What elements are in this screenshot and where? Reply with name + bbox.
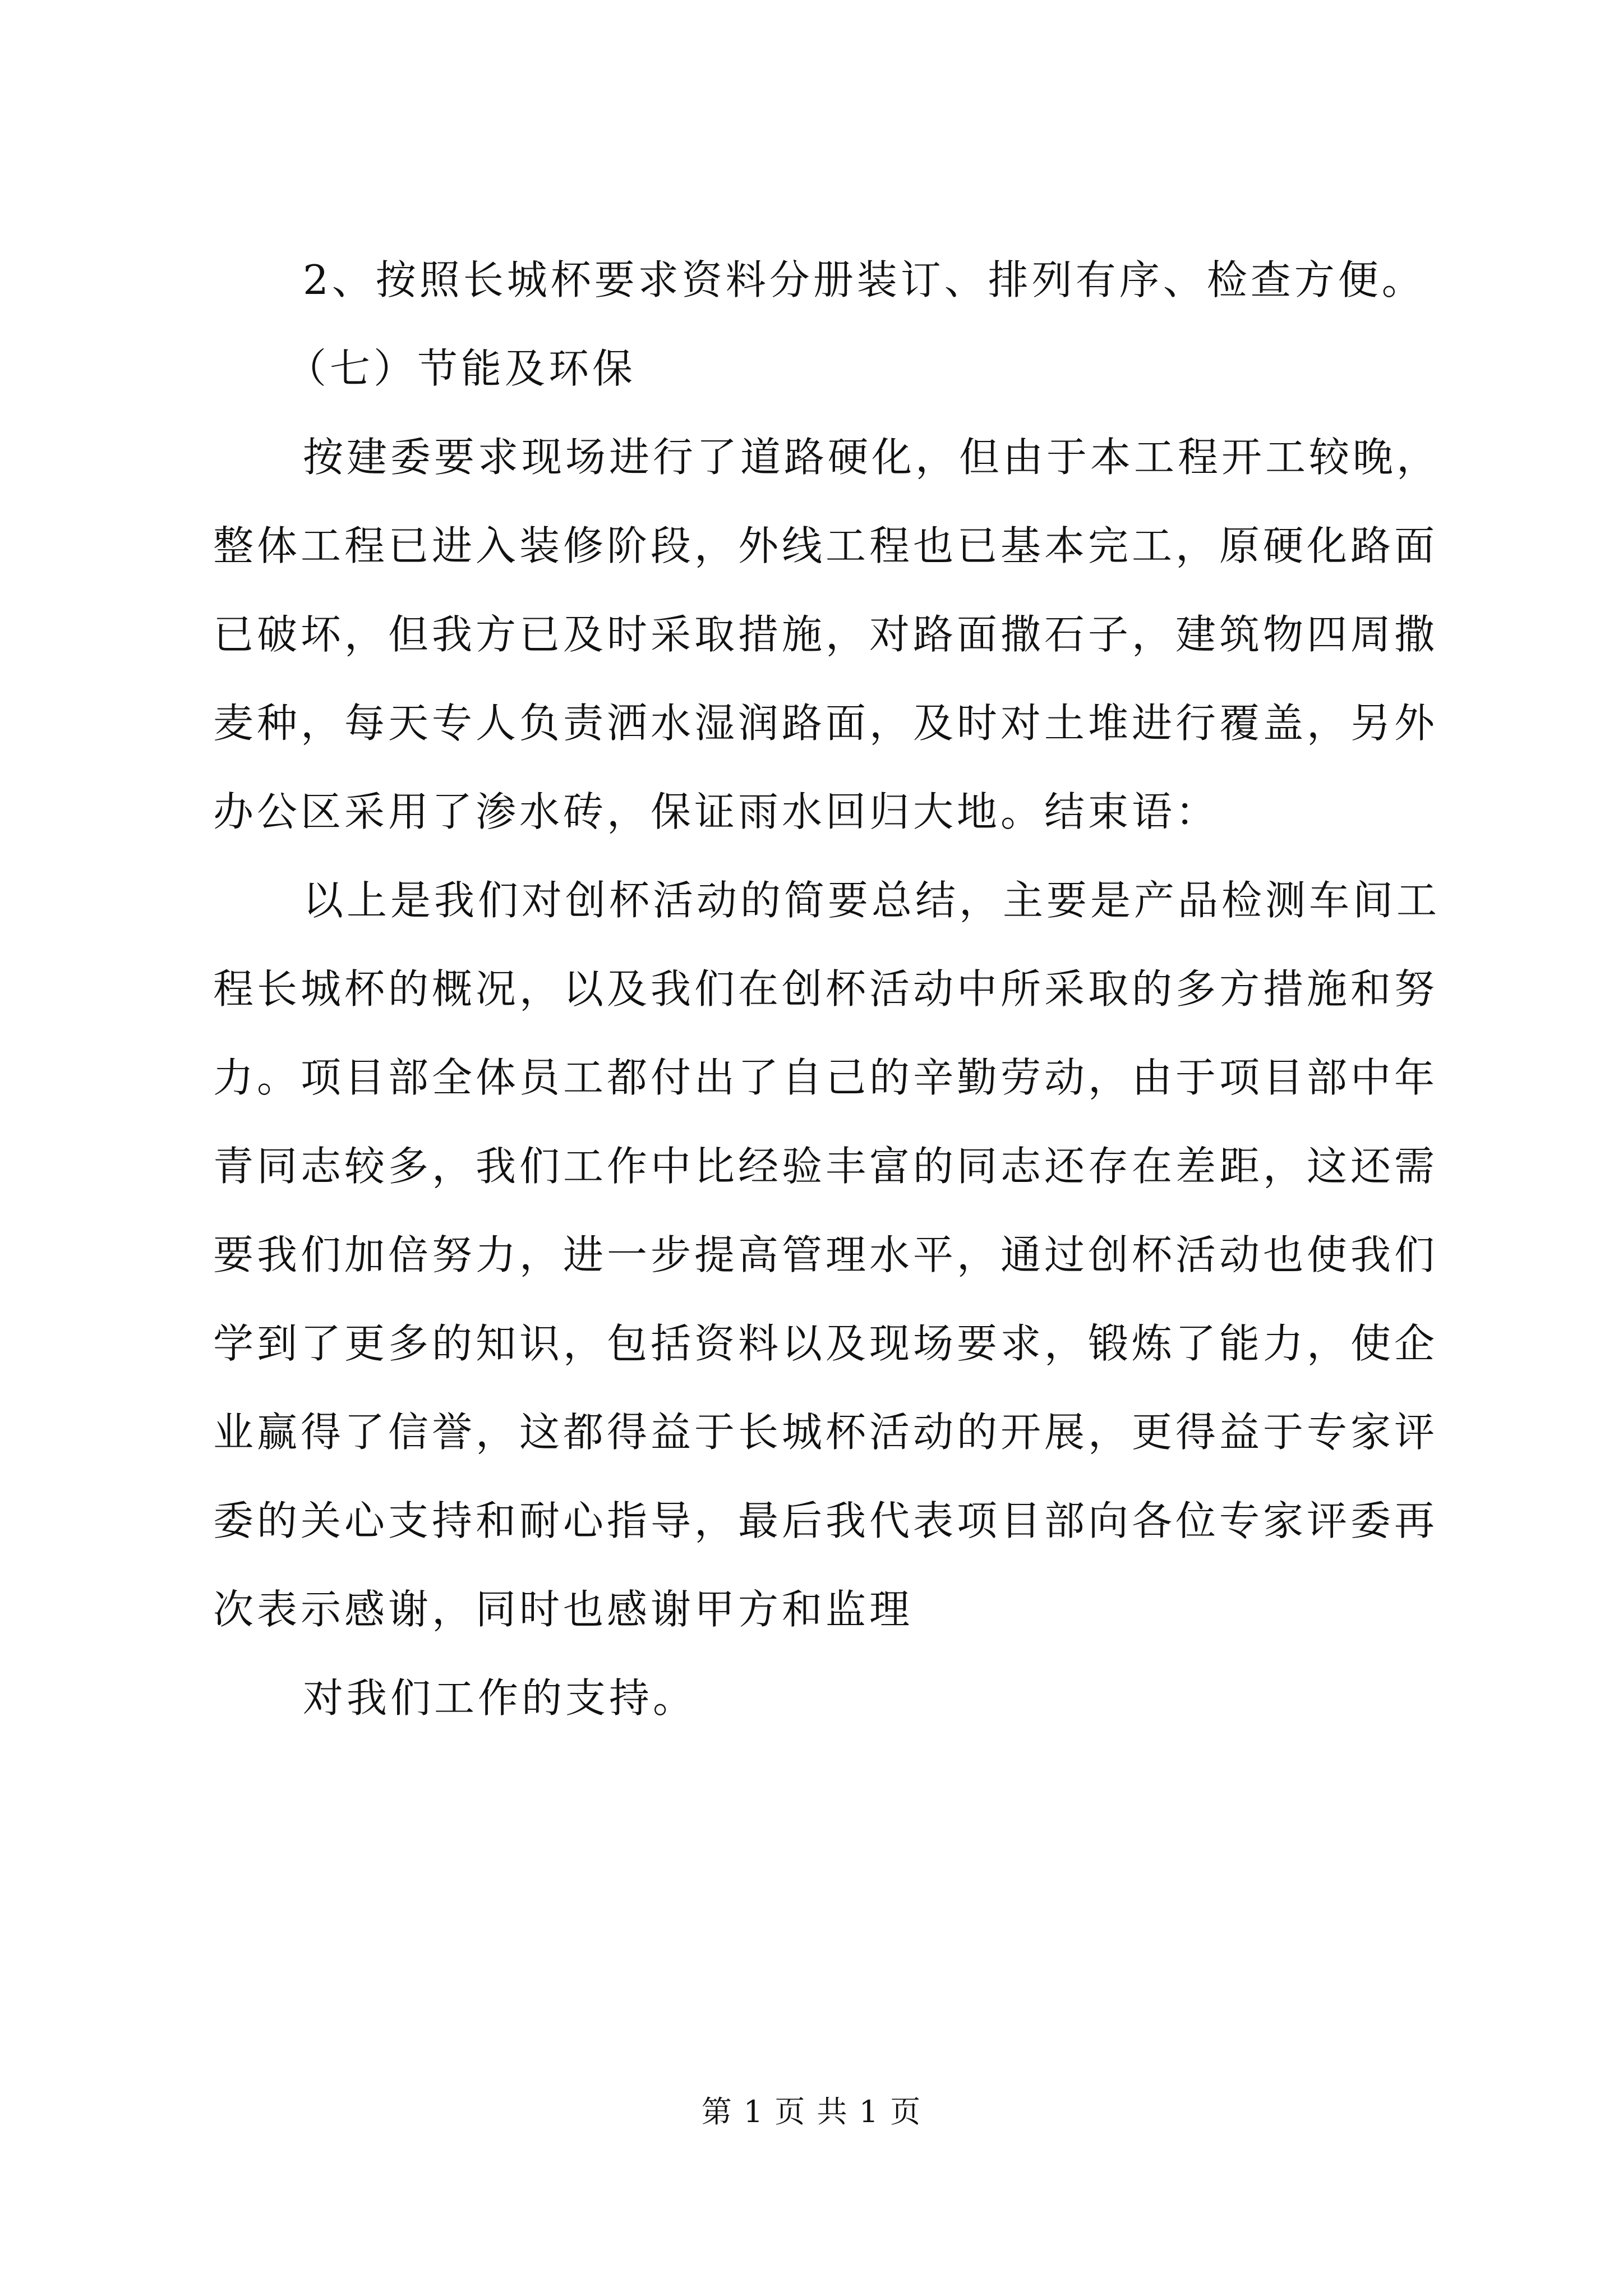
paragraph-line: 以上是我们对创杯活动的简要总结，主要是产品检测车间工 xyxy=(303,877,1441,924)
paragraph-line: 程长城杯的概况，以及我们在创杯活动中所采取的多方措施和努 xyxy=(213,965,1438,1013)
paragraph-energy-environment xyxy=(213,413,1441,856)
paragraph-line: 学到了更多的知识，包括资料以及现场要求，锻炼了能力，使企 xyxy=(213,1320,1438,1367)
paragraph-line: 麦种，每天专人负责洒水湿润路面，及时对土堆进行覆盖，另外 xyxy=(213,700,1438,747)
paragraph-line: 办公区采用了渗水砖，保证雨水回归大地。结束语： xyxy=(213,788,1220,835)
paragraph-line: 次表示感谢，同时也感谢甲方和监理 xyxy=(213,1586,914,1633)
paragraph-line: 委的关心支持和耐心指导，最后我代表项目部向各位专家评委再 xyxy=(213,1497,1438,1544)
section-heading: （七）节能及环保 xyxy=(286,345,637,392)
paragraph-line: 按建委要求现场进行了道路硬化，但由于本工程开工较晚， xyxy=(303,434,1441,481)
paragraph-line: 要我们加倍努力，进一步提高管理水平，通过创杯活动也使我们 xyxy=(213,1231,1438,1278)
paragraph-conclusion xyxy=(213,856,1441,1654)
list-item-2: 2、按照长城杯要求资料分册装订、排列有序、检查方便。 xyxy=(303,256,1426,303)
paragraph-line: 青同志较多，我们工作中比经验丰富的同志还存在差距，这还需 xyxy=(213,1143,1438,1190)
paragraph-line: 力。项目部全体员工都付出了自己的辛勤劳动，由于项目部中年 xyxy=(213,1054,1438,1101)
paragraph-closing: 对我们工作的支持。 xyxy=(303,1674,697,1722)
document-body xyxy=(213,236,1441,1742)
paragraph-line: 整体工程已进入装修阶段，外线工程也已基本完工，原硬化路面 xyxy=(213,522,1438,569)
paragraph-line: 业赢得了信誉，这都得益于长城杯活动的开展，更得益于专家评 xyxy=(213,1409,1438,1456)
page-footer: 第 1 页 共 1 页 xyxy=(701,2094,922,2129)
paragraph-line: 已破坏，但我方已及时采取措施，对路面撒石子，建筑物四周撒 xyxy=(213,611,1438,658)
